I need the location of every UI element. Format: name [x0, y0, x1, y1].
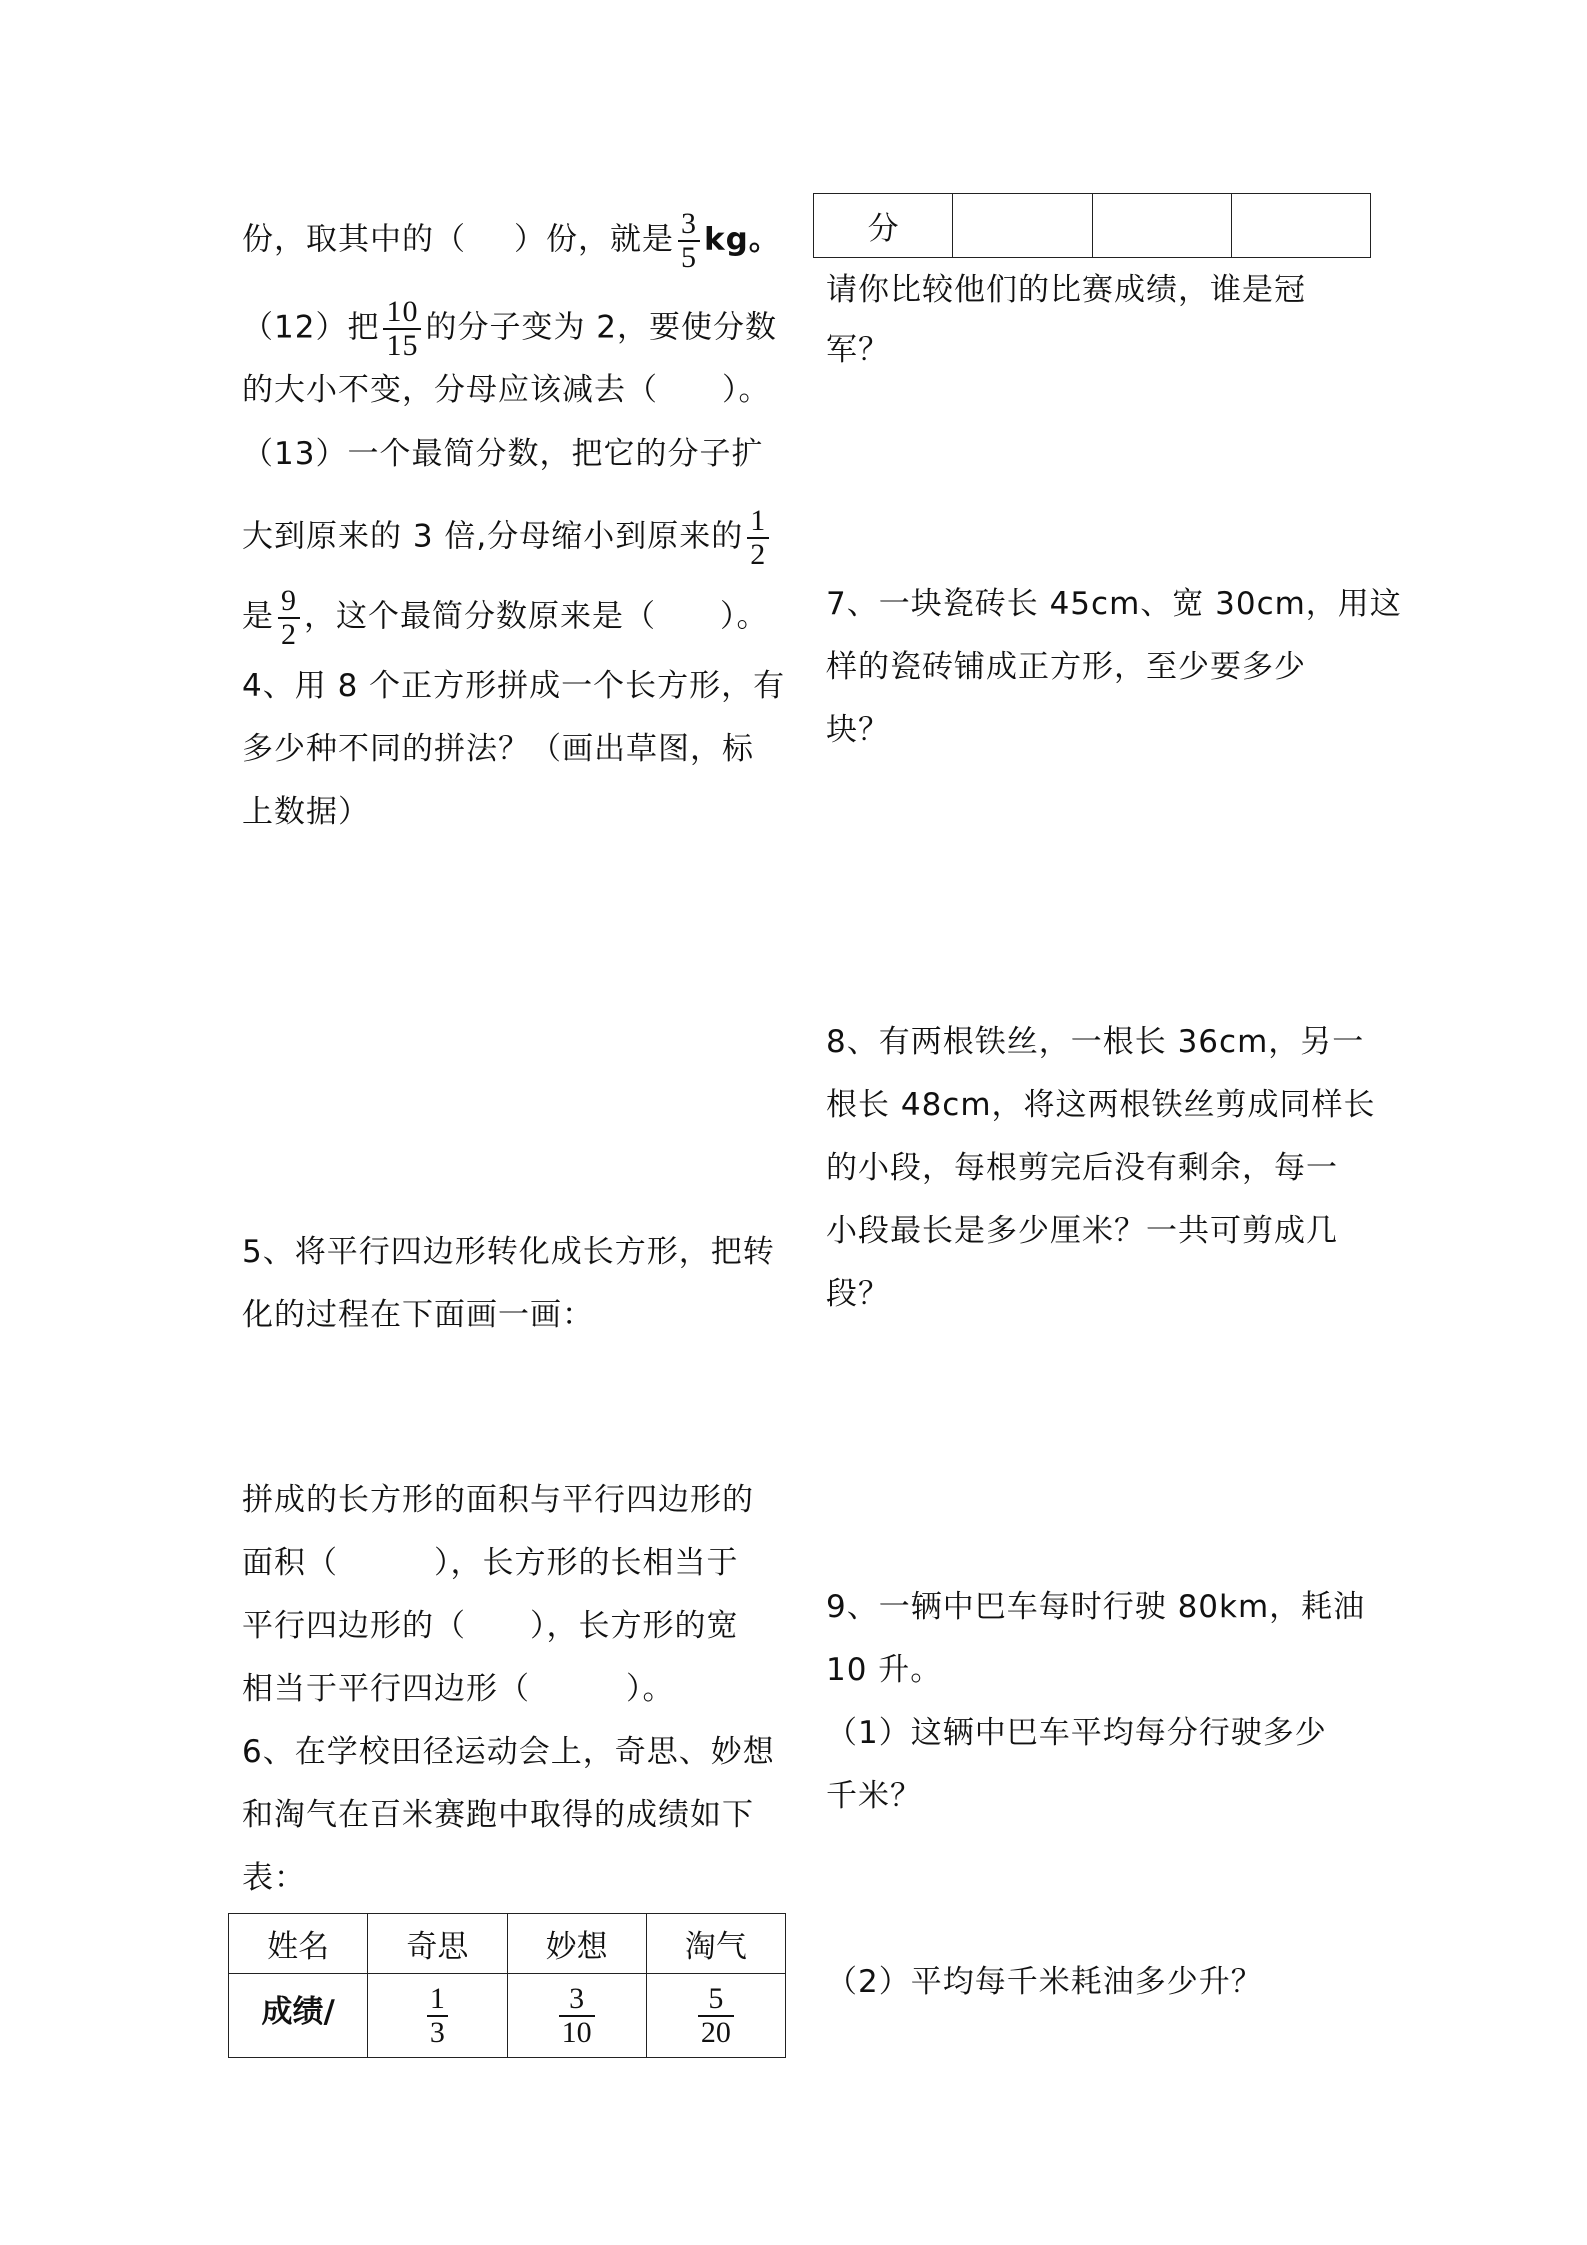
q11-suffix: kg。	[704, 221, 781, 258]
q8-line4: 小段最长是多少厘米？一共可剪成几	[826, 1213, 1338, 1249]
q11-mid: ）份，就是	[514, 221, 674, 258]
score-miaoxiang: $\frac{3}{10}$	[507, 1974, 646, 2058]
q6-line2: 和淘气在百米赛跑中取得的成绩如下	[242, 1797, 754, 1833]
q9-line2: 10 升。	[826, 1652, 943, 1688]
q6-question-line1: 请你比较他们的比赛成绩，谁是冠	[826, 272, 1306, 308]
q6-line1: 6、在学校田径运动会上，奇思、妙想	[242, 1734, 775, 1770]
top-table-cell-2	[1092, 194, 1231, 258]
header-name: 姓名	[229, 1914, 368, 1974]
q7-line3: 块？	[826, 712, 890, 748]
top-score-table-fragment	[813, 193, 1371, 258]
q12-line2: 的大小不变，分母应该减去（ ）。	[242, 372, 771, 408]
top-table-row	[814, 194, 1371, 258]
q4-line2: 多少种不同的拼法？（画出草图，标	[242, 731, 754, 767]
q5-line2: 化的过程在下面画一画：	[242, 1297, 594, 1333]
top-table-cell-3	[1231, 194, 1370, 258]
q6-line3: 表：	[242, 1860, 306, 1896]
q11-tail	[242, 208, 781, 274]
q11-prefix: 份，取其中的（	[242, 221, 466, 258]
q13-line1: （13）一个最简分数，把它的分子扩	[242, 436, 764, 472]
q12-line1: （12）把 $\frac{10}{15}$ 的分子变为 2，要使分数	[242, 295, 778, 362]
q9-sub1-line1: （1）这辆中巴车平均每分行驶多少	[826, 1715, 1327, 1751]
q4-line3: 上数据）	[242, 794, 370, 830]
top-table-cell-1	[953, 194, 1092, 258]
q8-line2: 根长 48cm，将这两根铁丝剪成同样长	[826, 1087, 1376, 1123]
q13-line2: 大到原来的 3 倍,分母缩小到原来的 $\frac{1}{2}$	[242, 505, 773, 571]
q7-line2: 样的瓷砖铺成正方形，至少要多少	[826, 649, 1306, 685]
q5b-line3: 平行四边形的（ ），长方形的宽	[242, 1608, 739, 1644]
fraction-1-2: $\frac{1}{2}$	[747, 505, 769, 571]
fraction-10-15: $\frac{10}{15}$	[383, 296, 421, 362]
score-taoqi: $\frac{5}{20}$	[646, 1974, 785, 2058]
row-label-score: 成绩/	[229, 1974, 368, 2058]
q5b-line4: 相当于平行四边形（ ）。	[242, 1671, 675, 1707]
q13-line3: 是 $\frac{9}{2}$ ，这个最简分数原来是（ ）。	[242, 584, 769, 651]
score-qisi: $\frac{1}{3}$	[368, 1974, 507, 2058]
score-table	[228, 1913, 786, 2058]
score-table-row	[229, 1974, 786, 2058]
q6-question-line2: 军？	[826, 332, 890, 368]
fraction-9-2: $\frac{9}{2}$	[278, 585, 300, 651]
header-miaoxiang: 妙想	[507, 1914, 646, 1974]
top-table-label: 分	[814, 194, 953, 258]
q9-sub1-line2: 千米？	[826, 1778, 922, 1814]
q4-line1: 4、用 8 个正方形拼成一个长方形，有	[242, 668, 786, 704]
header-taoqi: 淘气	[646, 1914, 785, 1974]
q8-line5: 段？	[826, 1276, 890, 1312]
q5b-line2: 面积（ ），长方形的长相当于	[242, 1545, 739, 1581]
q8-line3: 的小段，每根剪完后没有剩余，每一	[826, 1150, 1338, 1186]
fraction-3-5: $\frac{3}{5}$	[678, 208, 700, 274]
score-table-header-row	[229, 1914, 786, 1974]
q8-line1: 8、有两根铁丝，一根长 36cm，另一	[826, 1024, 1365, 1060]
q9-line1: 9、一辆中巴车每时行驶 80km，耗油	[826, 1589, 1366, 1625]
q5-line1: 5、将平行四边形转化成长方形，把转	[242, 1234, 775, 1270]
q5b-line1: 拼成的长方形的面积与平行四边形的	[242, 1482, 754, 1518]
q9-sub2: （2）平均每千米耗油多少升？	[826, 1964, 1263, 2000]
header-qisi: 奇思	[368, 1914, 507, 1974]
q7-line1: 7、一块瓷砖长 45cm、宽 30cm，用这	[826, 586, 1402, 622]
